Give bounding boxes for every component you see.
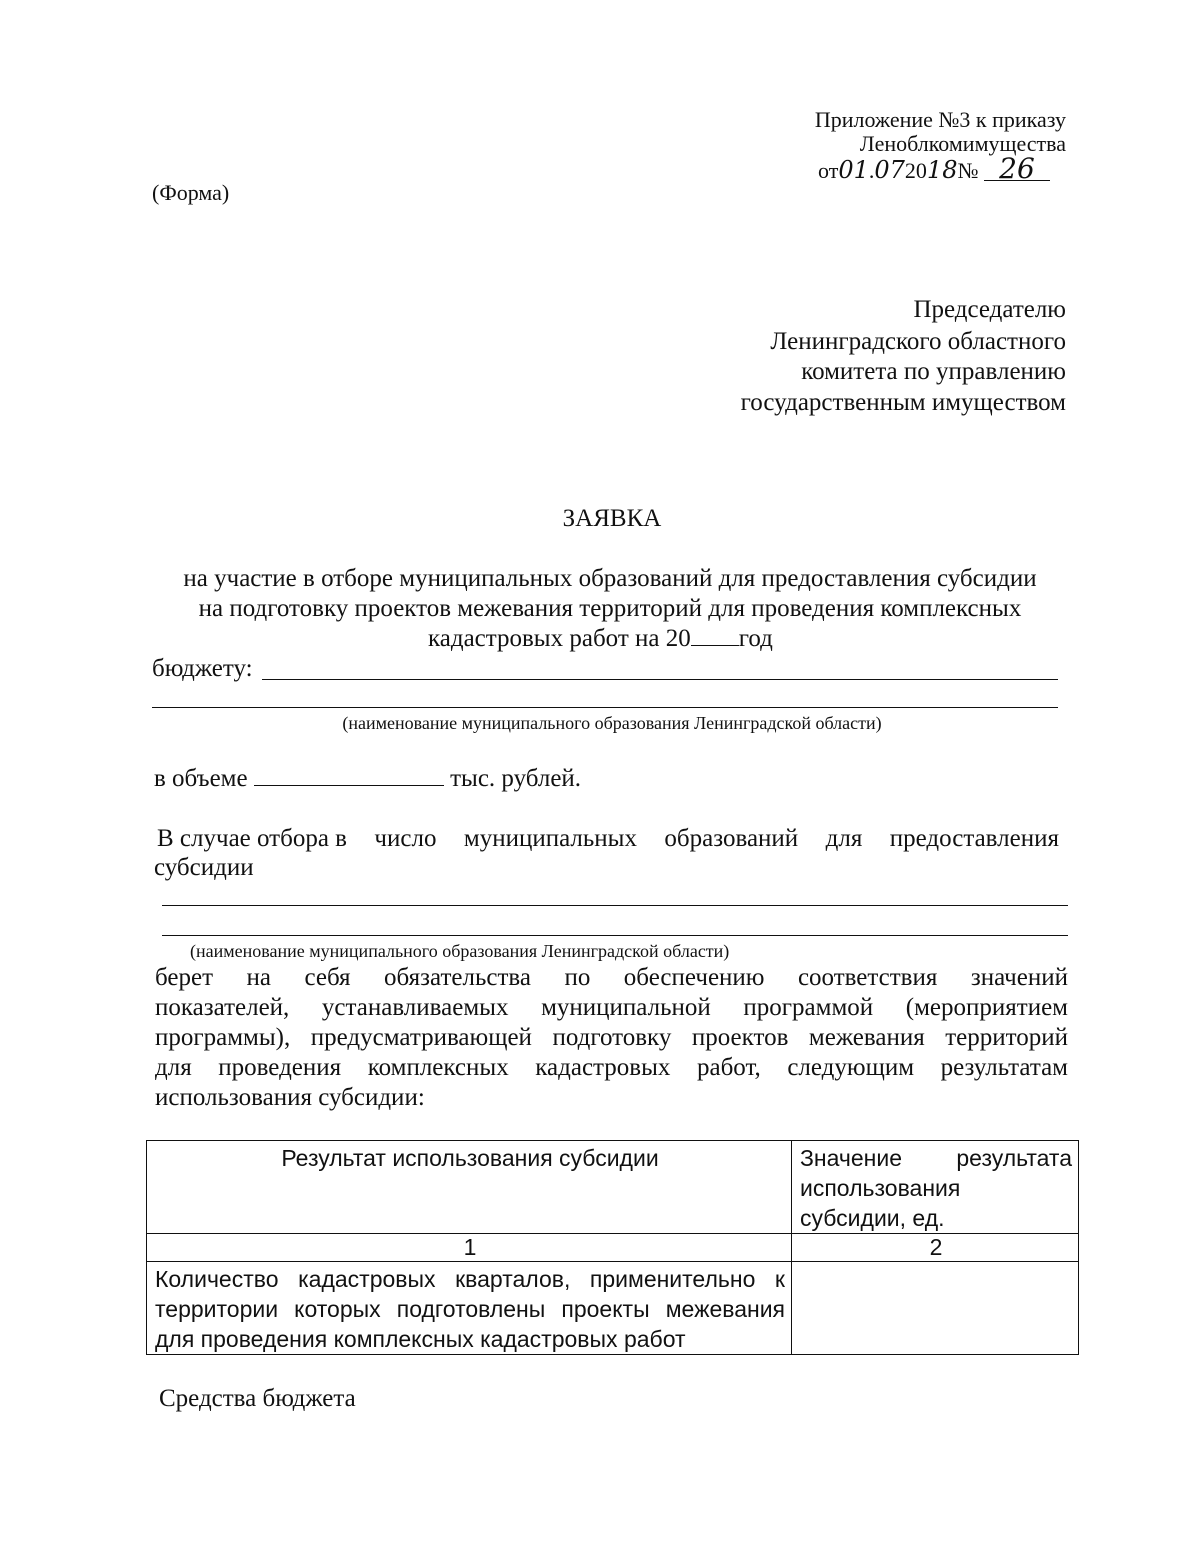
- document-title: ЗАЯВКА: [562, 505, 662, 532]
- number-cell-1: 1: [147, 1234, 792, 1262]
- volume-prefix: в объеме: [154, 765, 248, 792]
- header-value-line1: [800, 1143, 1072, 1173]
- number-cell-2: 2: [792, 1234, 1079, 1262]
- selection-line2: субсидии: [154, 854, 254, 881]
- selection-line1: [157, 823, 1059, 854]
- mo-name-line[interactable]: [162, 905, 1068, 906]
- table-number-row: [147, 1234, 1079, 1262]
- row1-line3: для проведения комплексных кадастровых работ: [155, 1326, 686, 1352]
- obligation-line3: программы), предусматривающей подготовку проектов межевания территорий: [155, 1024, 1068, 1051]
- volume-line: [154, 763, 581, 794]
- selection-word-2: число: [374, 825, 437, 852]
- volume-amount-blank[interactable]: [254, 763, 444, 786]
- budget-name-line[interactable]: [262, 679, 1058, 680]
- mo-caption: (наименование муниципального образования Ленинградской области): [190, 941, 730, 961]
- row1-value-cell[interactable]: [792, 1262, 1079, 1355]
- date-year-prefix: 20: [904, 158, 927, 183]
- header-cell-result: Результат использования субсидии: [147, 1141, 792, 1234]
- date-year-handwritten: 18: [926, 156, 958, 184]
- subtitle-line1: на участие в отборе муниципальных образований для предоставления субсидии: [183, 565, 1037, 592]
- obligation-line1: берет на себя обязательства по обеспечению соответствия значений: [155, 964, 1068, 991]
- header-value-word2: результата: [956, 1145, 1072, 1171]
- year-blank[interactable]: [691, 623, 739, 646]
- mo-name-line-2[interactable]: [162, 935, 1068, 936]
- selection-word-3: муниципальных: [463, 825, 637, 852]
- obligation-line4: для проведения комплексных кадастровых работ, следующим результатам: [155, 1054, 1068, 1081]
- subtitle-line3-year-word: год: [738, 625, 773, 652]
- budget-caption: (наименование муниципального образования Ленинградской области): [342, 713, 882, 733]
- order-number-handwritten: 26: [984, 158, 1050, 181]
- row1-result-cell: [147, 1262, 792, 1355]
- obligation-line5: использования субсидии:: [155, 1084, 425, 1111]
- appendix-line1: Приложение №3 к приказу: [814, 107, 1066, 132]
- header-cell-value: [792, 1141, 1079, 1234]
- table-header-row: [147, 1141, 1079, 1234]
- addressee-line3: комитета по управлению: [801, 358, 1066, 385]
- number-label: №: [957, 158, 979, 183]
- table-row: [147, 1262, 1079, 1355]
- header-value-line2: использования: [800, 1175, 961, 1201]
- header-value-line3: субсидии, ед.: [800, 1205, 945, 1231]
- subtitle-line2: на подготовку проектов межевания территорий для проведения комплексных: [198, 595, 1022, 622]
- selection-word-4: образований: [664, 825, 799, 852]
- appendix-date-line: [818, 152, 1068, 185]
- date-from-prefix: от: [818, 158, 839, 183]
- selection-word-6: предоставления: [889, 825, 1059, 852]
- budget-label: бюджету:: [152, 655, 253, 682]
- appendix-line2: Леноблкомимущества: [859, 131, 1066, 156]
- addressee-line1: Председателю: [913, 296, 1066, 323]
- budget-name-line-2[interactable]: [152, 707, 1058, 708]
- date-day-handwritten: 01: [838, 156, 869, 184]
- row1-line1: Количество кадастровых кварталов, применительно к: [155, 1266, 785, 1292]
- header-value-word1: Значение: [800, 1145, 902, 1171]
- selection-word-5: для: [825, 825, 863, 852]
- budget-funds-label: Средства бюджета: [159, 1385, 356, 1412]
- subtitle-line3-text: кадастровых работ на 20: [428, 625, 691, 652]
- row1-line2: территории которых подготовлены проекты межевания: [155, 1296, 785, 1322]
- addressee-line4: государственным имуществом: [740, 389, 1066, 416]
- addressee-line2: Ленинградского областного: [770, 328, 1066, 355]
- form-label: (Форма): [152, 180, 230, 205]
- date-month-handwritten: 07: [874, 156, 905, 184]
- subtitle-line3: [428, 623, 773, 654]
- volume-suffix: тыс. рублей.: [450, 765, 582, 792]
- obligation-line2: показателей, устанавливаемых муниципальной программой (мероприятием: [155, 994, 1068, 1021]
- selection-word-1: В случае отбора в: [157, 825, 347, 852]
- results-table: [146, 1140, 1079, 1355]
- date-separator: .: [868, 158, 875, 183]
